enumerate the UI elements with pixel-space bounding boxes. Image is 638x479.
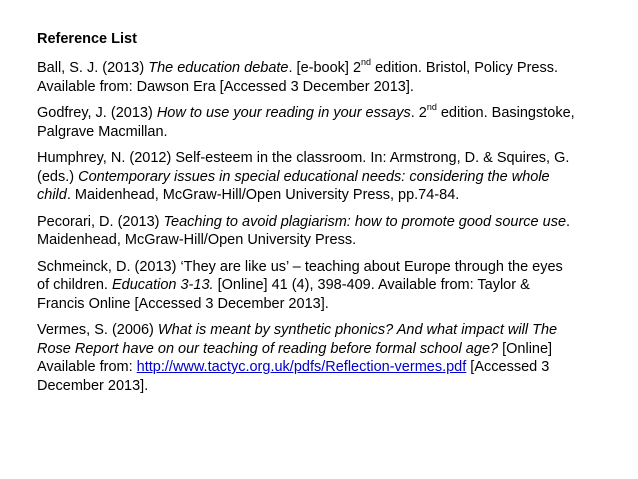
reference-text: Pecorari, D. (2013): [37, 213, 164, 230]
reference-document: [37, 30, 633, 403]
reference-text: Vermes, S. (2006): [37, 322, 158, 338]
page-title: Reference List: [37, 31, 137, 47]
reference-line: Palgrave Macmillan.: [37, 123, 168, 140]
reference-text: . Maidenhead, McGraw-Hill/Open University Press, pp.74-84.: [66, 187, 460, 203]
reference-entry-schmeinck: [37, 258, 633, 314]
reference-title: Rose Report have on our teaching of reading before formal school age?: [37, 340, 499, 357]
reference-line: [37, 104, 633, 123]
reference-line: December 2013].: [37, 377, 149, 394]
reference-entry-pecorari: [37, 213, 633, 250]
reference-text: Godfrey, J. (2013): [37, 105, 157, 121]
reference-entry-ball: [37, 59, 633, 96]
reference-text: (eds.): [37, 168, 79, 185]
reference-title: Teaching to avoid plagiarism: how to promote good source use: [163, 213, 567, 230]
reference-text: . [e-book] 2: [288, 60, 362, 76]
reference-line: [37, 213, 633, 232]
reference-line: Maidenhead, McGraw-Hill/Open University Press.: [37, 232, 357, 248]
reference-line: [37, 186, 633, 205]
reference-text: [Online]: [498, 340, 553, 357]
reference-title: What is meant by synthetic phonics? And what impact will The: [157, 322, 558, 338]
reference-line: Humphrey, N. (2012) Self-esteem in the classroom. In: Armstrong, D. & Squires, G.: [37, 150, 570, 166]
reference-text: edition. Bristol, Policy Press.: [371, 60, 559, 76]
reference-line: [37, 59, 633, 78]
reference-line: [37, 168, 633, 187]
journal-title: Education 3-13.: [111, 277, 214, 293]
reference-title: The education debate: [148, 60, 289, 76]
reference-line: [37, 321, 633, 340]
reference-line: [37, 340, 633, 359]
reference-text: [Accessed 3: [466, 359, 550, 375]
reference-text: edition. Basingstoke,: [436, 105, 575, 121]
reference-line: [37, 358, 633, 377]
reference-text: .: [566, 213, 571, 230]
reference-title: child: [37, 187, 67, 203]
reference-line: Available from: Dawson Era [Accessed 3 December 2013].: [37, 78, 414, 95]
reference-entry-vermes: [37, 321, 633, 395]
reference-text: [Online] 41 (4), 398-409. Available from: Taylor &: [213, 277, 530, 293]
reference-title: How to use your reading in your essays: [156, 105, 411, 121]
reference-text: Available from:: [37, 359, 137, 375]
reference-text: Ball, S. J. (2013): [37, 60, 149, 76]
reference-line: Francis Online [Accessed 3 December 2013].: [37, 295, 329, 312]
ordinal-suffix: nd: [426, 102, 437, 113]
reference-line: [37, 276, 633, 295]
reference-entry-godfrey: [37, 104, 633, 141]
reference-text: of children.: [37, 277, 112, 293]
reference-text: . 2: [410, 105, 427, 121]
reference-entry-humphrey: [37, 149, 633, 205]
reference-title: Contemporary issues in special educational needs: considering the whole: [78, 168, 550, 185]
reference-line: Schmeinck, D. (2013) ‘They are like us’ – teaching about Europe through the eyes: [37, 258, 563, 275]
ordinal-suffix: nd: [361, 57, 372, 68]
reference-url-link[interactable]: http://www.tactyc.org.uk/pdfs/Reflection-vermes.pdf: [136, 359, 467, 375]
